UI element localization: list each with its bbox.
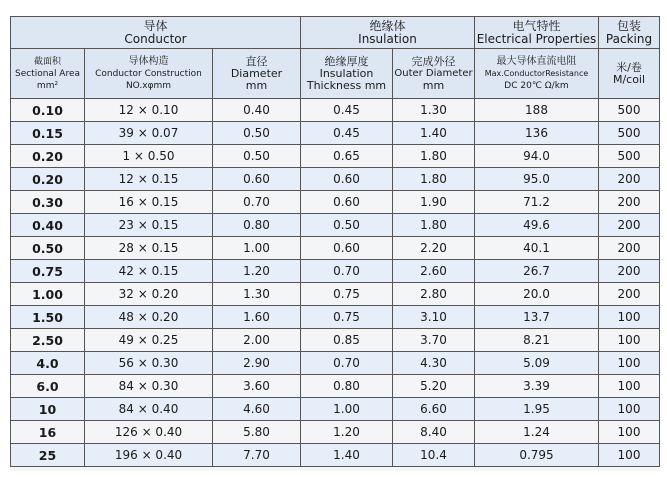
diameter-cell: 3.60 — [213, 375, 301, 398]
thickness-cell: 0.85 — [301, 329, 393, 352]
table-row — [11, 214, 660, 237]
group-conductor-zh: 导体 — [143, 18, 168, 33]
col-diameter-en: Diameter — [230, 66, 283, 80]
construction-cell: 32 × 0.20 — [85, 283, 213, 306]
outer-diameter-cell: 3.70 — [393, 329, 475, 352]
area-cell: 0.50 — [11, 237, 85, 260]
diameter-cell: 0.60 — [213, 168, 301, 191]
thickness-cell: 0.80 — [301, 375, 393, 398]
col-outer-en: Outer Diameter — [394, 67, 473, 79]
column-header-row — [11, 49, 660, 99]
construction-cell: 1 × 0.50 — [85, 145, 213, 168]
thickness-cell: 0.45 — [301, 122, 393, 145]
col-diameter-unit: mm — [245, 78, 268, 92]
col-header-packing — [599, 49, 660, 99]
thickness-cell: 0.65 — [301, 145, 393, 168]
table-body — [11, 99, 660, 467]
packing-cell: 100 — [599, 306, 660, 329]
thickness-cell: 1.40 — [301, 444, 393, 467]
outer-diameter-cell: 5.20 — [393, 375, 475, 398]
area-cell: 10 — [11, 398, 85, 421]
resistance-cell: 94.0 — [475, 145, 599, 168]
resistance-cell: 40.1 — [475, 237, 599, 260]
thickness-cell: 0.50 — [301, 214, 393, 237]
resistance-cell: 0.795 — [475, 444, 599, 467]
area-cell: 6.0 — [11, 375, 85, 398]
packing-cell: 100 — [599, 329, 660, 352]
resistance-cell: 3.39 — [475, 375, 599, 398]
diameter-cell: 4.60 — [213, 398, 301, 421]
area-cell: 4.0 — [11, 352, 85, 375]
group-packing-en: Packing — [605, 31, 653, 46]
resistance-cell: 49.6 — [475, 214, 599, 237]
outer-diameter-cell: 8.40 — [393, 421, 475, 444]
construction-cell: 56 × 0.30 — [85, 352, 213, 375]
diameter-cell: 5.80 — [213, 421, 301, 444]
col-construction-zh: 导体构造 — [128, 55, 169, 67]
construction-cell: 12 × 0.10 — [85, 99, 213, 122]
diameter-cell: 2.90 — [213, 352, 301, 375]
group-insulation-en: Insulation — [358, 31, 417, 46]
col-header-area — [11, 49, 85, 99]
construction-cell: 12 × 0.15 — [85, 168, 213, 191]
construction-cell: 28 × 0.15 — [85, 237, 213, 260]
resistance-cell: 136 — [475, 122, 599, 145]
outer-diameter-cell: 1.80 — [393, 145, 475, 168]
col-thickness-en: Insulation — [319, 66, 374, 80]
diameter-cell: 0.80 — [213, 214, 301, 237]
packing-cell: 200 — [599, 237, 660, 260]
area-cell: 0.15 — [11, 122, 85, 145]
col-packing-en: M/coil — [612, 72, 646, 86]
thickness-cell: 0.75 — [301, 306, 393, 329]
table-row — [11, 191, 660, 214]
packing-cell: 100 — [599, 375, 660, 398]
col-outer-zh: 完成外径 — [411, 54, 456, 68]
group-packing — [599, 17, 660, 49]
area-cell: 1.50 — [11, 306, 85, 329]
thickness-cell: 0.60 — [301, 168, 393, 191]
packing-cell: 200 — [599, 214, 660, 237]
col-resistance-zh: 最大导体直流电阻 — [496, 55, 577, 67]
diameter-cell: 1.60 — [213, 306, 301, 329]
packing-cell: 500 — [599, 145, 660, 168]
table-row — [11, 375, 660, 398]
packing-cell: 200 — [599, 191, 660, 214]
col-header-outer — [393, 49, 475, 99]
col-thickness-unit: Thickness mm — [306, 78, 387, 92]
packing-cell: 200 — [599, 283, 660, 306]
col-thickness-zh: 绝缘厚度 — [324, 54, 369, 68]
col-resistance-en: Max.ConductorResistance — [484, 68, 589, 78]
table-row — [11, 145, 660, 168]
area-cell: 16 — [11, 421, 85, 444]
col-construction-en: Conductor Construction — [95, 68, 202, 79]
diameter-cell: 1.00 — [213, 237, 301, 260]
construction-cell: 16 × 0.15 — [85, 191, 213, 214]
area-cell: 0.75 — [11, 260, 85, 283]
col-diameter-zh: 直径 — [245, 54, 268, 68]
diameter-cell: 0.40 — [213, 99, 301, 122]
packing-cell: 100 — [599, 444, 660, 467]
construction-cell: 48 × 0.20 — [85, 306, 213, 329]
col-area-en: Sectional Area — [14, 68, 81, 79]
outer-diameter-cell: 10.4 — [393, 444, 475, 467]
construction-cell: 39 × 0.07 — [85, 122, 213, 145]
group-conductor — [11, 17, 301, 49]
col-packing-zh: 米/卷 — [616, 60, 642, 74]
diameter-cell: 0.70 — [213, 191, 301, 214]
diameter-cell: 0.50 — [213, 122, 301, 145]
table-row — [11, 398, 660, 421]
area-cell: 1.00 — [11, 283, 85, 306]
thickness-cell: 1.00 — [301, 398, 393, 421]
col-outer-unit: mm — [422, 78, 445, 92]
resistance-cell: 1.24 — [475, 421, 599, 444]
cable-spec-table — [10, 16, 660, 467]
table-row — [11, 421, 660, 444]
area-cell: 0.20 — [11, 168, 85, 191]
thickness-cell: 0.70 — [301, 352, 393, 375]
resistance-cell: 95.0 — [475, 168, 599, 191]
construction-cell: 84 × 0.40 — [85, 398, 213, 421]
construction-cell: 23 × 0.15 — [85, 214, 213, 237]
outer-diameter-cell: 2.60 — [393, 260, 475, 283]
table-row — [11, 352, 660, 375]
outer-diameter-cell: 2.20 — [393, 237, 475, 260]
resistance-cell: 188 — [475, 99, 599, 122]
packing-cell: 200 — [599, 168, 660, 191]
area-cell: 25 — [11, 444, 85, 467]
resistance-cell: 71.2 — [475, 191, 599, 214]
table-row — [11, 260, 660, 283]
outer-diameter-cell: 1.80 — [393, 214, 475, 237]
table-row — [11, 444, 660, 467]
group-electrical-en: Electrical Properties — [476, 31, 597, 46]
table-row — [11, 283, 660, 306]
col-construction-unit: NO.xφmm — [125, 80, 172, 91]
packing-cell: 100 — [599, 398, 660, 421]
diameter-cell: 1.20 — [213, 260, 301, 283]
table-row — [11, 306, 660, 329]
outer-diameter-cell: 4.30 — [393, 352, 475, 375]
group-packing-zh: 包装 — [616, 18, 641, 33]
thickness-cell: 1.20 — [301, 421, 393, 444]
construction-cell: 49 × 0.25 — [85, 329, 213, 352]
group-electrical-zh: 电气特性 — [512, 18, 561, 33]
resistance-cell: 20.0 — [475, 283, 599, 306]
construction-cell: 196 × 0.40 — [85, 444, 213, 467]
diameter-cell: 0.50 — [213, 145, 301, 168]
thickness-cell: 0.75 — [301, 283, 393, 306]
thickness-cell: 0.60 — [301, 191, 393, 214]
group-electrical — [475, 17, 599, 49]
group-insulation-zh: 绝缘体 — [369, 18, 406, 33]
col-header-construction — [85, 49, 213, 99]
col-area-unit: mm² — [36, 80, 59, 91]
outer-diameter-cell: 6.60 — [393, 398, 475, 421]
group-conductor-en: Conductor — [124, 31, 187, 46]
table-row — [11, 329, 660, 352]
outer-diameter-cell: 2.80 — [393, 283, 475, 306]
col-header-resistance — [475, 49, 599, 99]
spec-sheet — [10, 16, 659, 471]
outer-diameter-cell: 1.80 — [393, 168, 475, 191]
group-header-row — [11, 17, 660, 49]
diameter-cell: 2.00 — [213, 329, 301, 352]
table-row — [11, 99, 660, 122]
thickness-cell: 0.60 — [301, 237, 393, 260]
area-cell: 2.50 — [11, 329, 85, 352]
construction-cell: 84 × 0.30 — [85, 375, 213, 398]
col-header-diameter — [213, 49, 301, 99]
outer-diameter-cell: 1.40 — [393, 122, 475, 145]
packing-cell: 100 — [599, 421, 660, 444]
resistance-cell: 13.7 — [475, 306, 599, 329]
group-insulation — [301, 17, 475, 49]
area-cell: 0.40 — [11, 214, 85, 237]
area-cell: 0.30 — [11, 191, 85, 214]
construction-cell: 126 × 0.40 — [85, 421, 213, 444]
col-resistance-unit: DC 20℃ Ω/km — [504, 80, 569, 91]
resistance-cell: 5.09 — [475, 352, 599, 375]
thickness-cell: 0.45 — [301, 99, 393, 122]
thickness-cell: 0.70 — [301, 260, 393, 283]
packing-cell: 500 — [599, 99, 660, 122]
outer-diameter-cell: 1.90 — [393, 191, 475, 214]
outer-diameter-cell: 3.10 — [393, 306, 475, 329]
resistance-cell: 1.95 — [475, 398, 599, 421]
diameter-cell: 7.70 — [213, 444, 301, 467]
resistance-cell: 8.21 — [475, 329, 599, 352]
packing-cell: 200 — [599, 260, 660, 283]
outer-diameter-cell: 1.30 — [393, 99, 475, 122]
construction-cell: 42 × 0.15 — [85, 260, 213, 283]
table-row — [11, 168, 660, 191]
table-row — [11, 237, 660, 260]
table-row — [11, 122, 660, 145]
resistance-cell: 26.7 — [475, 260, 599, 283]
area-cell: 0.20 — [11, 145, 85, 168]
col-area-zh: 截面积 — [33, 56, 61, 67]
area-cell: 0.10 — [11, 99, 85, 122]
col-header-thickness — [301, 49, 393, 99]
packing-cell: 500 — [599, 122, 660, 145]
diameter-cell: 1.30 — [213, 283, 301, 306]
packing-cell: 100 — [599, 352, 660, 375]
